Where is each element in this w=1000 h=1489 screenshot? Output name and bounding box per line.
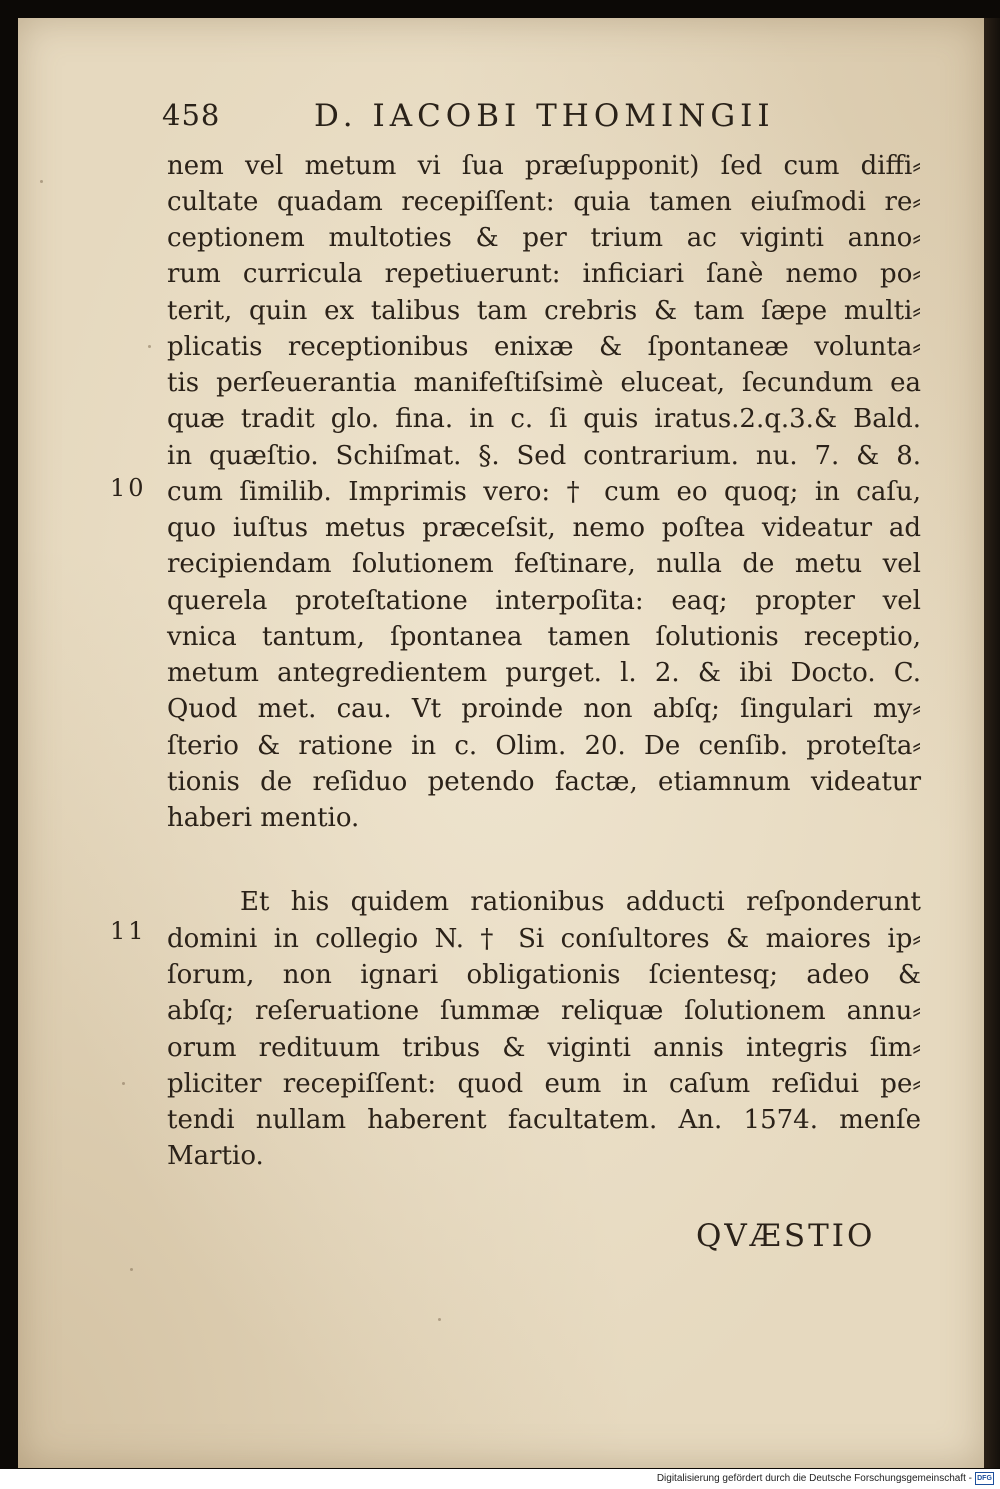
paper-speck — [122, 1082, 125, 1085]
text-line: ceptionem multoties & per trium ac viginti anno⸗ — [167, 223, 921, 253]
text-line: nem vel metum vi ſua præſupponit) ſed cum diffi⸗ — [167, 151, 921, 181]
digitization-footer — [0, 1469, 1000, 1489]
text-line: tis perſeuerantia manifeſtiſsimè eluceat, ſecundum ea — [167, 368, 921, 398]
text-line: Quod met. cau. Vt proinde non abſq; ſingulari my⸗ — [167, 694, 921, 724]
text-line: Martio. — [167, 1141, 264, 1171]
text-line: abſq; reſeruatione ſummæ reliquæ ſolutionem annu⸗ — [167, 996, 921, 1026]
paper-speck — [148, 345, 151, 348]
text-line: orum redituum tribus & viginti annis integris ſim⸗ — [167, 1033, 921, 1063]
text-line: tendi nullam haberent facultatem. An. 1574. menſe — [167, 1105, 921, 1135]
text-line: pliciter recepiſſent: quod eum in caſum reſidui pe⸗ — [167, 1069, 921, 1099]
footer-credit-text: Digitalisierung gefördert durch die Deutsche Forschungsgemeinschaft - — [656, 1473, 972, 1484]
catchword: QVÆSTIO — [696, 1218, 876, 1254]
text-line: ſorum, non ignari obligationis ſcientesq; adeo & — [167, 960, 921, 990]
text-line: cultate quadam recepiſſent: quia tamen eiuſmodi re⸗ — [167, 187, 921, 217]
text-line: querela proteſtatione interpoſita: eaq; propter vel — [167, 586, 921, 616]
text-line: quo iuſtus metus præceſsit, nemo poſtea videatur ad — [167, 513, 921, 543]
margin-note-number: 11 — [110, 917, 147, 945]
margin-note-number: 10 — [110, 474, 147, 502]
text-line: in quæſtio. Schiſmat. §. Sed contrarium. nu. 7. & 8. — [167, 441, 921, 471]
text-line: quæ tradit glo. fina. in c. ſi quis iratus.2.q.3.& Bald. — [167, 404, 921, 434]
text-line: Et his quidem rationibus adducti reſponderunt — [240, 887, 921, 917]
text-line: cum ſimilib. Imprimis vero: † cum eo quoq; in caſu, — [167, 477, 921, 507]
text-line: terit, quin ex talibus tam crebris & tam ſæpe multi⸗ — [167, 296, 921, 326]
page-header — [160, 98, 920, 138]
page-edge-shadow — [984, 18, 1000, 1468]
text-line: domini in collegio N. † Si conſultores & maiores ip⸗ — [167, 924, 921, 954]
paper-speck — [40, 180, 43, 183]
text-line: tionis de reſiduo petendo factæ, etiamnum videatur — [167, 767, 921, 797]
text-line: recipiendam ſolutionem feſtinare, nulla de metu vel — [167, 549, 921, 579]
paper-speck — [438, 1318, 441, 1321]
text-line: ſterio & ratione in c. Olim. 20. De cenſib. proteſta⸗ — [167, 731, 921, 761]
paper-speck — [130, 1268, 133, 1271]
text-line: haberi mentio. — [167, 803, 360, 833]
running-head: D. IACOBI THOMINGII — [314, 98, 775, 134]
page-number: 458 — [162, 98, 221, 132]
dfg-logo-icon: DFG — [975, 1472, 994, 1485]
text-line: vnica tantum, ſpontanea tamen ſolutionis receptio, — [167, 622, 921, 652]
text-line: rum curricula repetiuerunt: inficiari ſanè nemo po⸗ — [167, 259, 921, 289]
text-line: plicatis receptionibus enixæ & ſpontaneæ volunta⸗ — [167, 332, 921, 362]
text-line: metum antegredientem purget. l. 2. & ibi Docto. C. — [167, 658, 921, 688]
